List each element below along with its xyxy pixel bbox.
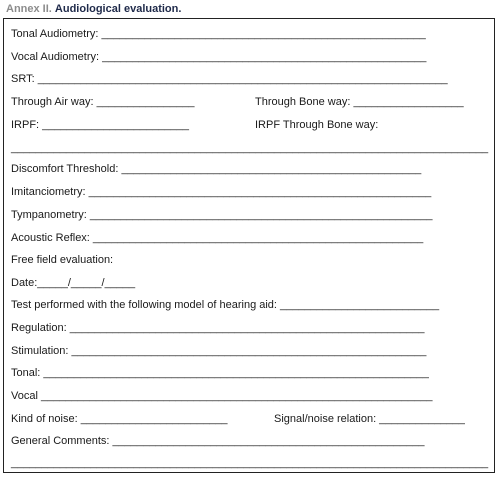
date-field[interactable]: Date:_____/_____/_____ [11,277,136,289]
srt-field[interactable]: SRT: ___________________________________________________________________ [11,73,448,85]
signal-noise-relation-field[interactable]: Signal/noise relation: ______________ [274,413,465,425]
vocal-audiometry-field[interactable]: Vocal Audiometry: _____________________________________________________ [11,51,427,63]
tonal-audiometry-field[interactable]: Tonal Audiometry: _____________________________________________________ [11,28,426,40]
evaluation-form [3,18,495,473]
stimulation-field[interactable]: Stimulation: __________________________________________________________ [11,345,427,357]
through-air-way-field[interactable]: Through Air way: ________________ [11,96,195,108]
hearing-aid-model-field[interactable]: Test performed with the following model of hearing aid: __________________________ [11,299,440,311]
through-bone-way-field[interactable]: Through Bone way: __________________ [255,96,464,108]
general-comments-field[interactable]: General Comments: ___________________________________________________ [11,435,425,447]
regulation-field[interactable]: Regulation: __________________________________________________________ [11,322,425,334]
irpf-continuation-line[interactable]: ______________________________________________________________________________ [11,142,489,154]
imitanciometry-field[interactable]: Imitanciometry: ________________________________________________________ [11,186,432,198]
discomfort-threshold-field[interactable]: Discomfort Threshold: _________________________________________________ [11,163,422,175]
tonal-field[interactable]: Tonal: _______________________________________________________________ [11,367,429,379]
annex-number: Annex II. [6,3,52,15]
vocal-field[interactable]: Vocal ________________________________________________________________ [11,390,433,402]
irpf-field[interactable]: IRPF: ________________________ [11,119,189,131]
comments-continuation-line[interactable]: ______________________________________________________________________________ [11,457,489,469]
free-field-evaluation-label: Free field evaluation: [11,254,114,266]
acoustic-reflex-field[interactable]: Acoustic Reflex: ______________________________________________________ [11,232,424,244]
annex-title [6,3,181,15]
irpf-through-bone-way-label: IRPF Through Bone way: [255,119,379,131]
annex-heading: Audiological evaluation. [54,3,182,15]
tympanometry-field[interactable]: Tympanometry: ________________________________________________________ [11,209,433,221]
kind-of-noise-field[interactable]: Kind of noise: ________________________ [11,413,228,425]
